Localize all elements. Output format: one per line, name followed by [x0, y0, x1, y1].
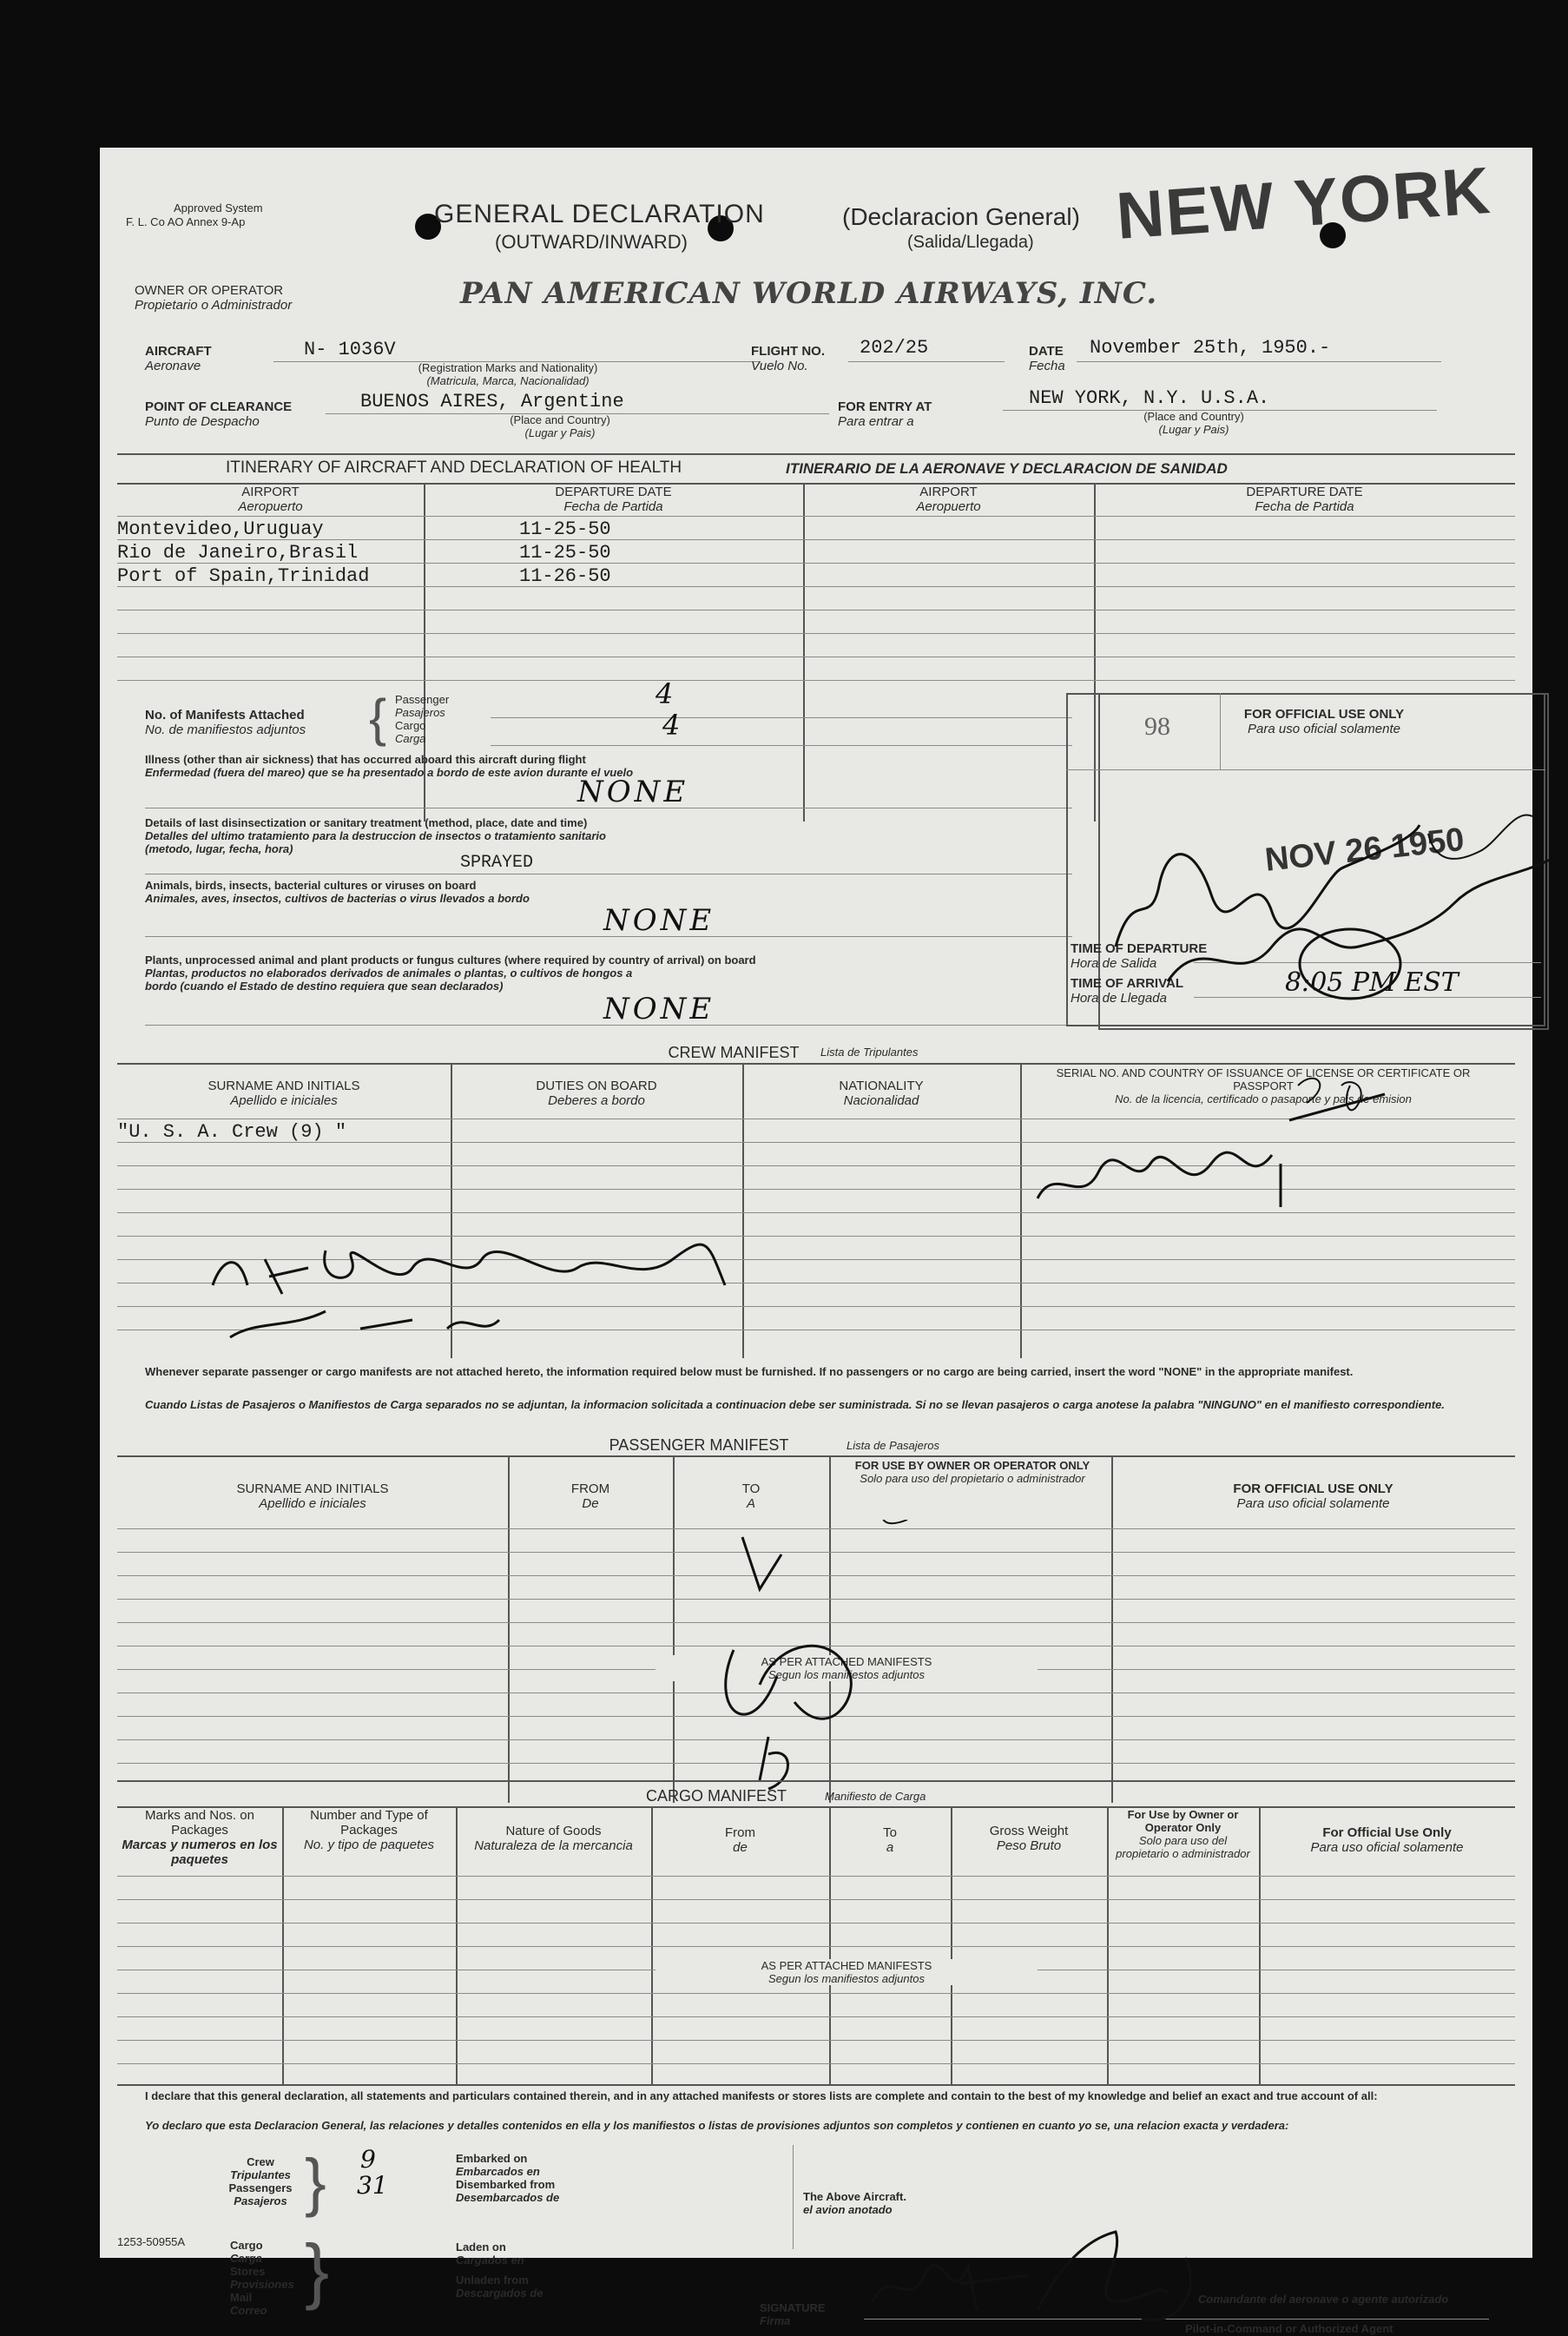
itinerary-date: 11-25-50 [519, 542, 611, 564]
cargo-col-official: For Official Use Only [1322, 1825, 1452, 1840]
col-departure-label-es: Fecha de Partida [563, 499, 663, 514]
disinsect-label-es: Detalles del ultimo tratamiento para la destruccion de insectos o tratamiento sanitario [145, 829, 606, 842]
itinerary-date: 11-26-50 [519, 565, 611, 587]
embarked-label-es: Embarcados en [456, 2165, 540, 2178]
document-title: GENERAL DECLARATION [434, 200, 765, 228]
cargo-col-from-es: de [733, 1840, 748, 1855]
cargo-manifest-count: 4 [662, 709, 681, 742]
stores-count-label-es: Provisiones [230, 2278, 294, 2291]
declaration-es: Yo declaro que esta Declaracion General, las relaciones y detalles contenidos en ella y los manifiestos o listas de provisiones adjuntos son completos y contienen en cuanto yo se, una relacion exacta y verdadera: [145, 2119, 1289, 2132]
cargo-col-nature: Nature of Goods [505, 1824, 602, 1838]
illness-value: NONE [577, 775, 689, 809]
passenger-note-es: Segun los manifiestos adjuntos [768, 1668, 925, 1681]
embarked-label: Embarked on [456, 2152, 528, 2165]
passenger-none-mark [621, 1520, 925, 1798]
disinsect-label: Details of last disinsectization or sanitary treatment (method, place, date and time) [145, 816, 588, 829]
itinerary-airport: Port of Spain,Trinidad [117, 565, 370, 587]
document-subtitle: (OUTWARD/INWARD) [495, 231, 688, 253]
signature-label: SIGNATURE [760, 2301, 826, 2314]
disinsect-value: SPRAYED [460, 853, 534, 873]
itinerary-date: 11-25-50 [519, 518, 611, 540]
passenger-label: Passenger [395, 693, 450, 706]
aircraft-sub-es: (Matricula, Marca, Nacionalidad) [426, 374, 590, 387]
passenger-title: PASSENGER MANIFEST [609, 1436, 789, 1454]
plants-value: NONE [603, 992, 715, 1026]
passenger-col-surname: SURNAME AND INITIALS [236, 1481, 389, 1496]
cargo-col-nature-es: Naturaleza de la mercancia [474, 1838, 633, 1853]
cargo-col-number-es: No. y tipo de paquetes [303, 1838, 435, 1852]
crew-count-label: Crew [247, 2155, 274, 2168]
date-label-es: Fecha [1029, 359, 1065, 373]
official-number: 98 [1144, 712, 1170, 741]
passenger-col-from-es: De [582, 1496, 599, 1511]
clearance-label: POINT OF CLEARANCE [145, 399, 293, 414]
above-aircraft-label: The Above Aircraft. [803, 2190, 906, 2203]
official-title: FOR OFFICIAL USE ONLY [1243, 707, 1405, 722]
cargo-col-official-es: Para uso oficial solamente [1310, 1840, 1464, 1855]
pilot-label-es: Comandante del aeronave o agente autorizado [1198, 2293, 1449, 2306]
owner-label-es: Propietario o Administrador [135, 298, 293, 313]
flight-label-es: Vuelo No. [751, 359, 808, 373]
crew-col-surname: SURNAME AND INITIALS [208, 1079, 360, 1093]
cargo-label-es: Carga [395, 732, 426, 745]
laden-label-es: Cargados en [456, 2254, 524, 2267]
cargo-col-to-es: a [886, 1840, 894, 1855]
manifests-label: No. of Manifests Attached [145, 708, 305, 723]
license-scrawl [1020, 1068, 1506, 1224]
itinerary-title-es: ITINERARIO DE LA AERONAVE Y DECLARACION DE SANIDAD [786, 460, 1228, 477]
clearance-point: BUENOS AIRES, Argentine [360, 391, 624, 412]
departure-time-label-es: Hora de Salida [1071, 956, 1157, 971]
disembarked-label: Disembarked from [456, 2178, 556, 2191]
passenger-manifest-count: 4 [656, 677, 674, 710]
crew-count-label-es: Tripulantes [230, 2168, 291, 2181]
cargo-col-weight-es: Peso Bruto [996, 1838, 1062, 1853]
pilot-label: Pilot-in-Command or Authorized Agent [1185, 2322, 1393, 2335]
illness-label-es: Enfermedad (fuera del mareo) que se ha presentado a bordo de este avion durante el vuelo [145, 766, 634, 779]
aircraft-registration: N- 1036V [304, 339, 396, 360]
illness-label: Illness (other than air sickness) that has occurred aboard this aircraft during flight [145, 753, 586, 766]
flight-date: November 25th, 1950.- [1090, 337, 1331, 359]
bracket: } [305, 2229, 330, 2311]
plants-label: Plants, unprocessed animal and plant products or fungus cultures (where required by country of arrival) on board [145, 954, 756, 967]
itinerary-airport: Rio de Janeiro,Brasil [117, 542, 359, 564]
arrival-time-label: TIME OF ARRIVAL [1071, 976, 1183, 991]
cargo-col-to: To [883, 1825, 897, 1840]
plants-label-es: Plantas, productos no elaborados derivados de animales o plantas, o cultivos de hongos a [145, 967, 633, 980]
manifests-label-es: No. de manifiestos adjuntos [145, 723, 306, 737]
document-title-es: (Declaracion General) [842, 203, 1080, 230]
crew-col-serial: SERIAL NO. AND COUNTRY OF ISSUANCE OF LICENSE OR CERTIFICATE OR PASSPORT [1056, 1066, 1471, 1092]
disinsect-label-es2: (metodo, lugar, fecha, hora) [145, 842, 293, 855]
animals-label-es: Animales, aves, insectos, cultivos de bacterias o virus llevados a bordo [145, 892, 530, 905]
passenger-col-owner: FOR USE BY OWNER OR OPERATOR ONLY [854, 1459, 1090, 1472]
aircraft-label-es: Aeronave [145, 359, 201, 373]
laden-label: Laden on [456, 2240, 506, 2254]
passenger-col-to-es: A [746, 1496, 755, 1511]
passengers-count-label-es: Pasajeros [234, 2194, 287, 2207]
passenger-label-es: Pasajeros [395, 706, 445, 719]
passenger-title-es: Lista de Pasajeros [847, 1439, 939, 1452]
entry-label-es: Para entrar a [838, 414, 914, 429]
date-label: DATE [1029, 344, 1064, 359]
entry-point: NEW YORK, N.Y. U.S.A. [1029, 387, 1270, 409]
col-airport-label-es: Aeropuerto [238, 499, 303, 514]
departure-time-label: TIME OF DEPARTURE [1071, 941, 1208, 956]
aircraft-label: AIRCRAFT [145, 344, 212, 359]
cargo-col-owner: For Use by Owner or Operator Only [1127, 1808, 1239, 1834]
col-departure-label: DEPARTURE DATE [1246, 485, 1363, 499]
cargo-title-es: Manifiesto de Carga [825, 1790, 926, 1803]
passenger-count: 31 [357, 2171, 388, 2200]
notice-es: Cuando Listas de Pasajeros o Manifiestos de Carga separados no se adjuntan, la informacion solicitada a continuacion debe ser suministrada. Si no se llevan pasajeros o carga anotese la palabra "NINGUNO" en el manifiesto correspondiente. [145, 1398, 1445, 1411]
pilot-signature [855, 2206, 1220, 2336]
crew-count: 9 [360, 2145, 376, 2174]
arrival-time-value: 8:05 PM EST [1285, 967, 1459, 998]
clearance-sub-es: (Lugar y Pais) [524, 426, 596, 439]
disembarked-label-es: Desembarcados de [456, 2191, 560, 2204]
passenger-col-from: FROM [570, 1481, 610, 1496]
col-airport-label: AIRPORT [919, 485, 978, 499]
col-departure-label: DEPARTURE DATE [555, 485, 672, 499]
clearance-label-es: Punto de Despacho [145, 414, 260, 429]
owner-label: OWNER OR OPERATOR [135, 283, 284, 298]
crew-col-serial-es: No. de la licencia, certificado o pasaporte y pais de emision [1115, 1092, 1412, 1105]
col-airport-label-es: Aeropuerto [916, 499, 981, 514]
clearance-sub: (Place and Country) [510, 413, 610, 426]
crew-col-duties-es: Deberes a bordo [548, 1093, 645, 1108]
passenger-col-official-es: Para uso oficial solamente [1236, 1496, 1390, 1511]
animals-value: NONE [603, 903, 715, 938]
itinerary-airport: Montevideo,Uruguay [117, 518, 324, 540]
passenger-col-surname-es: Apellido e iniciales [259, 1496, 366, 1511]
document-subtitle-es: (Salida/Llegada) [907, 233, 1034, 252]
cargo-title: CARGO MANIFEST [645, 1787, 787, 1805]
cargo-note: AS PER ATTACHED MANIFESTS [761, 1959, 932, 1972]
crew-signature [187, 1155, 968, 1346]
crew-col-nationality: NATIONALITY [839, 1079, 924, 1093]
cargo-note-es: Segun los manifiestos adjuntos [768, 1972, 925, 1985]
signature-label-es: Firma [760, 2314, 791, 2327]
mail-count-label: Mail [230, 2291, 253, 2304]
general-declaration-document [100, 148, 1532, 2335]
crew-entry: "U. S. A. Crew (9) " [117, 1121, 347, 1143]
stores-count-label: Stores [230, 2265, 266, 2278]
approval-line: Approved System [174, 201, 263, 214]
entry-sub: (Place and Country) [1143, 410, 1244, 423]
cargo-col-marks-es: Marcas y numeros en los paquetes [122, 1838, 278, 1867]
entry-sub-es: (Lugar y Pais) [1158, 423, 1229, 436]
date-stamp: NOV 26 1950 [1263, 821, 1466, 879]
new-york-stamp: NEW YORK [1114, 153, 1494, 254]
cargo-col-weight: Gross Weight [989, 1824, 1069, 1838]
itinerary-title: ITINERARY OF AIRCRAFT AND DECLARATION OF HEALTH [226, 459, 682, 477]
bracket: } [305, 2146, 326, 2218]
declaration-en: I declare that this general declaration, all statements and particulars contained therein, and in any attached manifests or stores lists are complete and contain to the best of my knowledge and belief an exact and true account of all: [145, 2089, 1378, 2102]
entry-label: FOR ENTRY AT [838, 399, 932, 414]
official-signature [1064, 669, 1550, 1033]
crew-col-nationality-es: Nacionalidad [843, 1093, 919, 1108]
cargo-col-owner-es: Solo para uso del propietario o administrador [1116, 1834, 1250, 1860]
notice-en: Whenever separate passenger or cargo manifests are not attached hereto, the information required below must be furnished. If no passengers or no cargo are being carried, insert the word "NONE" in the appropriate manifest. [145, 1365, 1354, 1378]
plants-label-es2: bordo (cuando el Estado de destino requiera que sean declarados) [145, 980, 504, 993]
crew-title-es: Lista de Tripulantes [820, 1046, 919, 1059]
mail-count-label-es: Correo [230, 2304, 267, 2317]
bracket: { [369, 689, 387, 747]
form-number: 1253-50955A [117, 2235, 186, 2248]
cargo-col-marks: Marks and Nos. on Packages [145, 1808, 254, 1838]
animals-label: Animals, birds, insects, bacterial cultures or viruses on board [145, 879, 477, 892]
crew-col-duties: DUTIES ON BOARD [536, 1079, 657, 1093]
aircraft-sub: (Registration Marks and Nationality) [418, 361, 598, 374]
passenger-col-official: FOR OFFICIAL USE ONLY [1233, 1481, 1393, 1496]
cargo-col-from: From [725, 1825, 755, 1840]
col-departure-label-es: Fecha de Partida [1255, 499, 1354, 514]
flight-label: FLIGHT NO. [751, 344, 825, 359]
cargo-label: Cargo [395, 719, 426, 732]
passenger-col-owner-es: Solo para uso del propietario o administrador [860, 1472, 1085, 1485]
crew-col-surname-es: Apellido e iniciales [230, 1093, 338, 1108]
cargo-count-label: Cargo [230, 2239, 263, 2252]
above-aircraft-label-es: el avion anotado [803, 2203, 893, 2216]
arrival-time-label-es: Hora de Llegada [1071, 991, 1167, 1006]
unladen-label: Unladen from [456, 2273, 529, 2287]
col-airport-label: AIRPORT [241, 485, 300, 499]
official-title-es: Para uso oficial solamente [1248, 722, 1400, 736]
cargo-col-number: Number and Type of Packages [310, 1808, 428, 1838]
operator-name: PAN AMERICAN WORLD AIRWAYS, INC. [460, 276, 1158, 311]
crew-title: CREW MANIFEST [668, 1044, 800, 1061]
approval-line: F. L. Co AO Annex 9-Ap [126, 215, 246, 228]
cargo-count-label-es: Carga [230, 2252, 262, 2265]
passenger-note: AS PER ATTACHED MANIFESTS [761, 1655, 932, 1668]
unladen-label-es: Descargados de [456, 2287, 544, 2300]
passengers-count-label: Passengers [228, 2181, 293, 2194]
flight-number: 202/25 [860, 337, 929, 359]
passenger-col-to: TO [741, 1481, 761, 1496]
